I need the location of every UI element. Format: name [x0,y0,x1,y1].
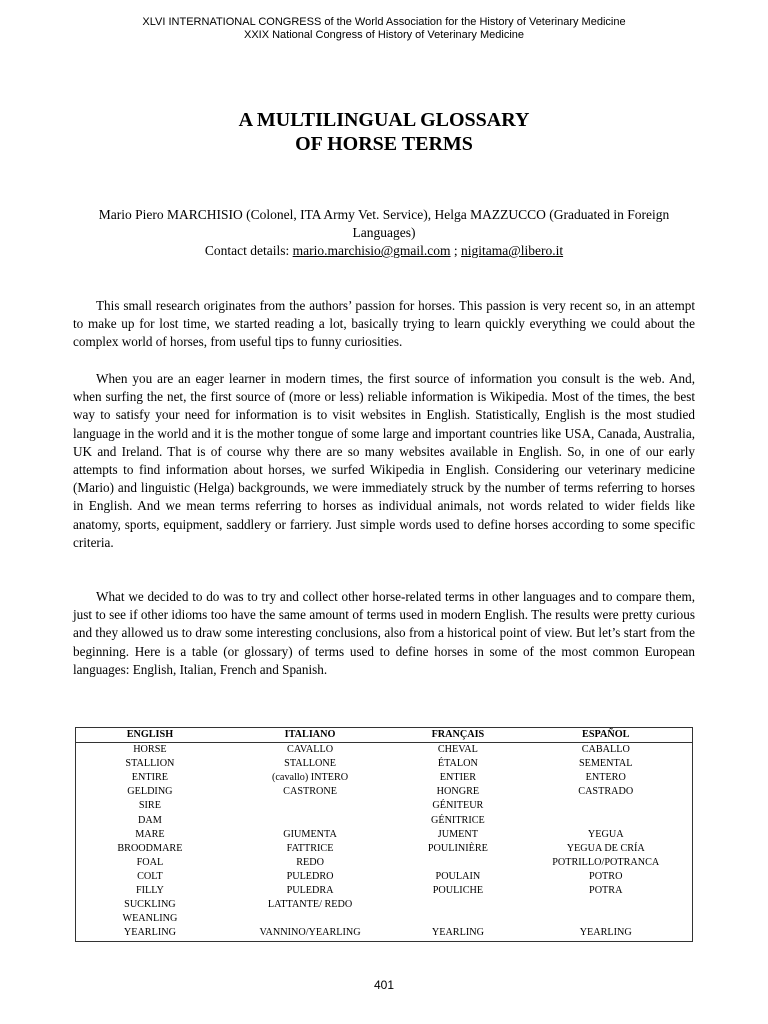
author-names: Mario Piero MARCHISIO (Colonel, ITA Army Vet. Service), Helga MAZZUCCO (Graduated in Foreign Languages) [98,207,670,240]
table-row [76,912,692,926]
cell-francais: POULAIN [435,870,481,882]
paragraph-background: When you are an eager learner in modern times, the first source of information you consult is the web. And, when surfing the net, the first source of (more or less) reliable information is Wikipedia. Most of the times, the best way to satisfy your need for information is to visit websites in English. Statistically, English is the most studied language in the world and it is the mother tongue of some large and important countries like USA, Canada, Australia, UK and Ireland. That is of course why there are so many websites available in English. So, in one of our early attempts to find information about horses, we surfed Wikipedia in English. Considering our veterinary medicine (Mario) and linguistic (Helga) backgrounds, we were immediately struck by the number of terms referring to horses in English. And we mean terms referring to horses as individual animals, not words related to wider fields like anatomy, sports, equipment, saddlery or farriery. Just simple words used to define horses according to some specific criteria. [73,371,695,550]
table-row [76,870,692,884]
cell-english: STALLION [125,758,175,770]
contact-details [80,242,688,260]
cell-english: MARE [135,828,165,840]
cell-italiano: GIUMENTA [283,828,337,840]
cell-espanol [519,898,692,912]
column-header-francais: FRANÇAIS [396,728,519,743]
page-number: 401 [373,978,395,992]
cell-italiano: VANNINO/YEARLING [259,927,361,939]
table-row [76,856,692,870]
cell-espanol: CASTRADO [578,786,634,798]
cell-english: BROODMARE [117,842,183,854]
document-title [0,108,768,156]
glossary-header-row [76,728,692,743]
cell-francais: ENTIER [439,772,476,784]
cell-francais: CHEVAL [437,744,478,756]
cell-italiano: LATTANTE/ REDO [267,899,353,911]
cell-english: SUCKLING [124,899,176,911]
congress-header [0,16,768,42]
cell-italiano: CAVALLO [287,744,334,756]
cell-english: FILLY [135,885,164,897]
contact-label: Contact details: [204,243,290,258]
cell-espanol: YEGUA DE CRÍA [566,842,645,854]
table-row [76,785,692,799]
cell-italiano: FATTRICE [286,842,334,854]
table-row [76,842,692,856]
cell-italiano: CASTRONE [283,786,337,798]
email-separator: ; [450,243,462,258]
cell-english: DAM [138,814,162,826]
cell-francais: YEARLING [431,927,484,939]
cell-espanol: SEMENTAL [578,758,633,770]
author-block [80,206,688,260]
cell-espanol: YEGUA [587,828,624,840]
cell-espanol: POTRILLO/POTRANCA [552,856,660,868]
table-row [76,757,692,771]
table-row [76,884,692,898]
cell-english: ENTIRE [131,772,169,784]
title-line-1: A MULTILINGUAL GLOSSARY [238,109,530,131]
title-line-2: OF HORSE TERMS [295,133,473,155]
cell-francais: GÉNITEUR [432,800,484,812]
cell-francais [396,856,519,870]
column-header-english: ENGLISH [76,728,224,743]
cell-espanol [519,912,692,926]
cell-italiano [224,912,396,926]
cell-english: HORSE [133,744,167,756]
cell-english: YEARLING [123,927,176,939]
cell-english: GELDING [127,786,173,798]
paragraph-method: What we decided to do was to try and collect other horse-related terms in other languages and to compare them, just to see if other idioms too have the same amount of terms used in modern English. The results were pretty curious and they allowed us to draw some interesting conclusions, also from a historical point of view. But let’s start from the beginning. Here is a table (or glossary) of terms used to define horses in some of the most common European languages: English, Italian, French and Spanish. [73,589,695,677]
cell-english: WEANLING [122,913,178,925]
cell-italiano [224,799,396,813]
cell-italiano: REDO [296,856,324,868]
cell-espanol [519,814,692,828]
email-link-marchisio[interactable]: mario.marchisio@gmail.com [292,243,451,258]
cell-francais: ÉTALON [437,758,478,770]
cell-francais: JUMENT [437,828,478,840]
cell-italiano: PULEDRA [286,885,334,897]
table-row [76,898,692,912]
cell-italiano [224,814,396,828]
cell-espanol: CABALLO [581,744,630,756]
cell-francais: GÉNITRICE [431,814,485,826]
cell-francais [396,912,519,926]
cell-francais [396,898,519,912]
table-row [76,814,692,828]
cell-italiano: (cavallo) INTERO [272,772,349,784]
table-row [76,926,692,940]
column-header-italiano: ITALIANO [224,728,396,743]
cell-francais: POULICHE [432,885,484,897]
glossary-table [75,727,693,942]
glossary-body [76,743,692,941]
cell-francais: POULINIÈRE [427,842,488,854]
cell-francais: HONGRE [436,786,480,798]
table-row [76,828,692,842]
column-header-espanol: ESPAÑOL [519,728,692,743]
cell-italiano: PULEDRO [286,870,334,882]
cell-espanol: YEARLING [579,927,632,939]
cell-espanol: ENTERO [585,772,626,784]
header-line-2: XXIX National Congress of History of Veterinary Medicine [243,29,525,41]
table-row [76,771,692,785]
email-link-mazzucco[interactable]: nigitama@libero.it [461,243,564,258]
cell-espanol: POTRO [589,870,623,882]
cell-english: SIRE [138,800,161,812]
cell-espanol [519,799,692,813]
table-row [76,799,692,813]
cell-espanol: POTRA [589,885,623,897]
cell-english: FOAL [136,856,164,868]
table-row [76,743,692,758]
paragraph-intro: This small research originates from the authors’ passion for horses. This passion is very recent so, in an attempt to make up for lost time, we started reading a lot, basically trying to learn quickly everything we could about the complex world of horses, from useful tips to funny curiosities. [73,298,695,350]
cell-italiano: STALLONE [284,758,336,770]
cell-english: COLT [137,870,163,882]
header-line-1: XLVI INTERNATIONAL CONGRESS of the World Association for the History of Veterinary Medicine [142,16,626,28]
